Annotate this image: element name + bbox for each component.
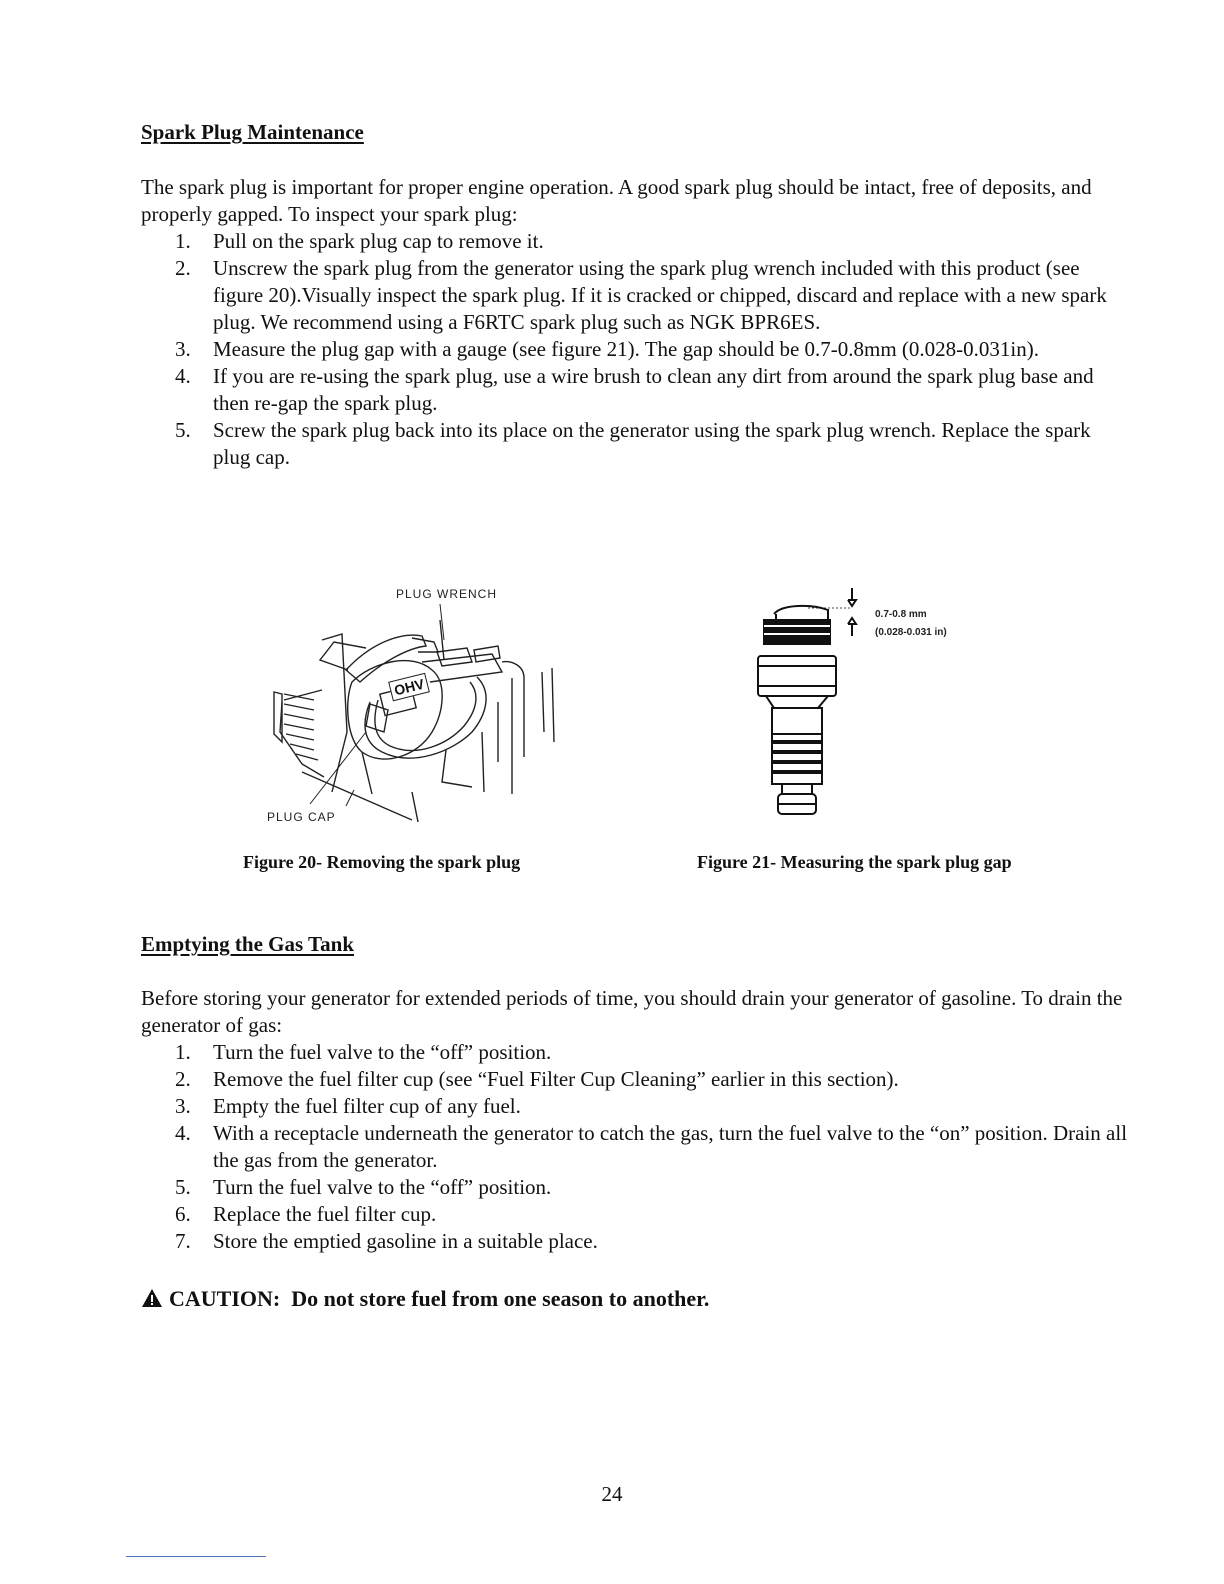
plug-cap-label: PLUG CAP: [267, 810, 336, 824]
step-number: 1.: [175, 229, 191, 253]
step-text: Replace the fuel filter cup.: [213, 1202, 437, 1226]
footnote-rule: [126, 1556, 266, 1557]
list-item: [141, 1066, 1131, 1093]
step-number: 5.: [175, 1175, 191, 1199]
step-text: With a receptacle underneath the generator to catch the gas, turn the fuel valve to the “on” position. Drain all the gas from the generator.: [213, 1121, 1128, 1172]
step-text: Empty the fuel filter cup of any fuel.: [213, 1094, 521, 1118]
list-item: [141, 1093, 1131, 1120]
warning-icon: [141, 1288, 163, 1314]
list-item: [141, 255, 1131, 336]
spark-plug-steps: [141, 228, 1131, 471]
list-item: [141, 1174, 1131, 1201]
list-item: [141, 1039, 1131, 1066]
gap-mm-label: 0.7-0.8 mm: [875, 609, 927, 620]
section-heading-spark-plug: Spark Plug Maintenance: [141, 120, 364, 144]
step-text: Turn the fuel valve to the “off” position.: [213, 1040, 552, 1064]
list-item: [141, 1228, 1131, 1255]
step-number: 1.: [175, 1040, 191, 1064]
list-item: [141, 1120, 1131, 1174]
step-text: Screw the spark plug back into its place on the generator using the spark plug wrench. Replace the spark plug cap.: [213, 418, 1091, 469]
list-item: [141, 336, 1131, 363]
page-number: 24: [601, 1482, 623, 1506]
step-number: 7.: [175, 1229, 191, 1253]
figure-21-illustration: [752, 584, 872, 820]
caution-text: Do not store fuel from one season to another.: [291, 1286, 710, 1311]
figure-20-caption: Figure 20- Removing the spark plug: [243, 852, 521, 872]
gas-tank-intro: Before storing your generator for extended periods of time, you should drain your generator of gasoline. To drain the generator of gas:: [141, 986, 1123, 1037]
ohv-badge: OHV: [388, 673, 430, 702]
step-number: 2.: [175, 1067, 191, 1091]
gas-tank-steps: [141, 1039, 1131, 1255]
step-number: 4.: [175, 364, 191, 388]
step-text: Pull on the spark plug cap to remove it.: [213, 229, 544, 253]
section-heading-gas-tank: Emptying the Gas Tank: [141, 932, 354, 956]
gap-in-label: (0.028-0.031 in): [875, 627, 947, 638]
step-text: Remove the fuel filter cup (see “Fuel Filter Cup Cleaning” earlier in this section).: [213, 1067, 899, 1091]
step-number: 6.: [175, 1202, 191, 1226]
caution-notice: [141, 1286, 709, 1314]
generator-illustration: [262, 582, 562, 832]
step-number: 3.: [175, 337, 191, 361]
step-number: 3.: [175, 1094, 191, 1118]
plug-wrench-label: PLUG WRENCH: [396, 587, 498, 601]
step-text: If you are re-using the spark plug, use a wire brush to clean any dirt from around the spark plug base and then re-gap the spark plug.: [213, 364, 1094, 415]
step-number: 5.: [175, 418, 191, 442]
step-text: Measure the plug gap with a gauge (see figure 21). The gap should be 0.7-0.8mm (0.028-0.031in).: [213, 337, 1039, 361]
spark-plug-intro: The spark plug is important for proper engine operation. A good spark plug should be intact, free of deposits, and properly gapped. To inspect your spark plug:: [141, 175, 1092, 226]
list-item: [141, 417, 1131, 471]
caution-label: CAUTION:: [169, 1286, 281, 1311]
list-item: [141, 363, 1131, 417]
spark-plug-illustration: [752, 584, 872, 820]
step-number: 2.: [175, 256, 191, 280]
step-text: Store the emptied gasoline in a suitable place.: [213, 1229, 598, 1253]
step-text: Turn the fuel valve to the “off” position.: [213, 1175, 552, 1199]
step-text: Unscrew the spark plug from the generator using the spark plug wrench included with this product (see figure 20).Visually inspect the spark plug. If it is cracked or chipped, discard and replace with a new spark plug. We recommend using a F6RTC spark plug such as NGK BPR6ES.: [213, 256, 1107, 334]
list-item: [141, 228, 1131, 255]
list-item: [141, 1201, 1131, 1228]
figure-21-caption: Figure 21- Measuring the spark plug gap: [697, 852, 1012, 872]
figure-20-illustration: [262, 582, 562, 832]
step-number: 4.: [175, 1121, 191, 1145]
